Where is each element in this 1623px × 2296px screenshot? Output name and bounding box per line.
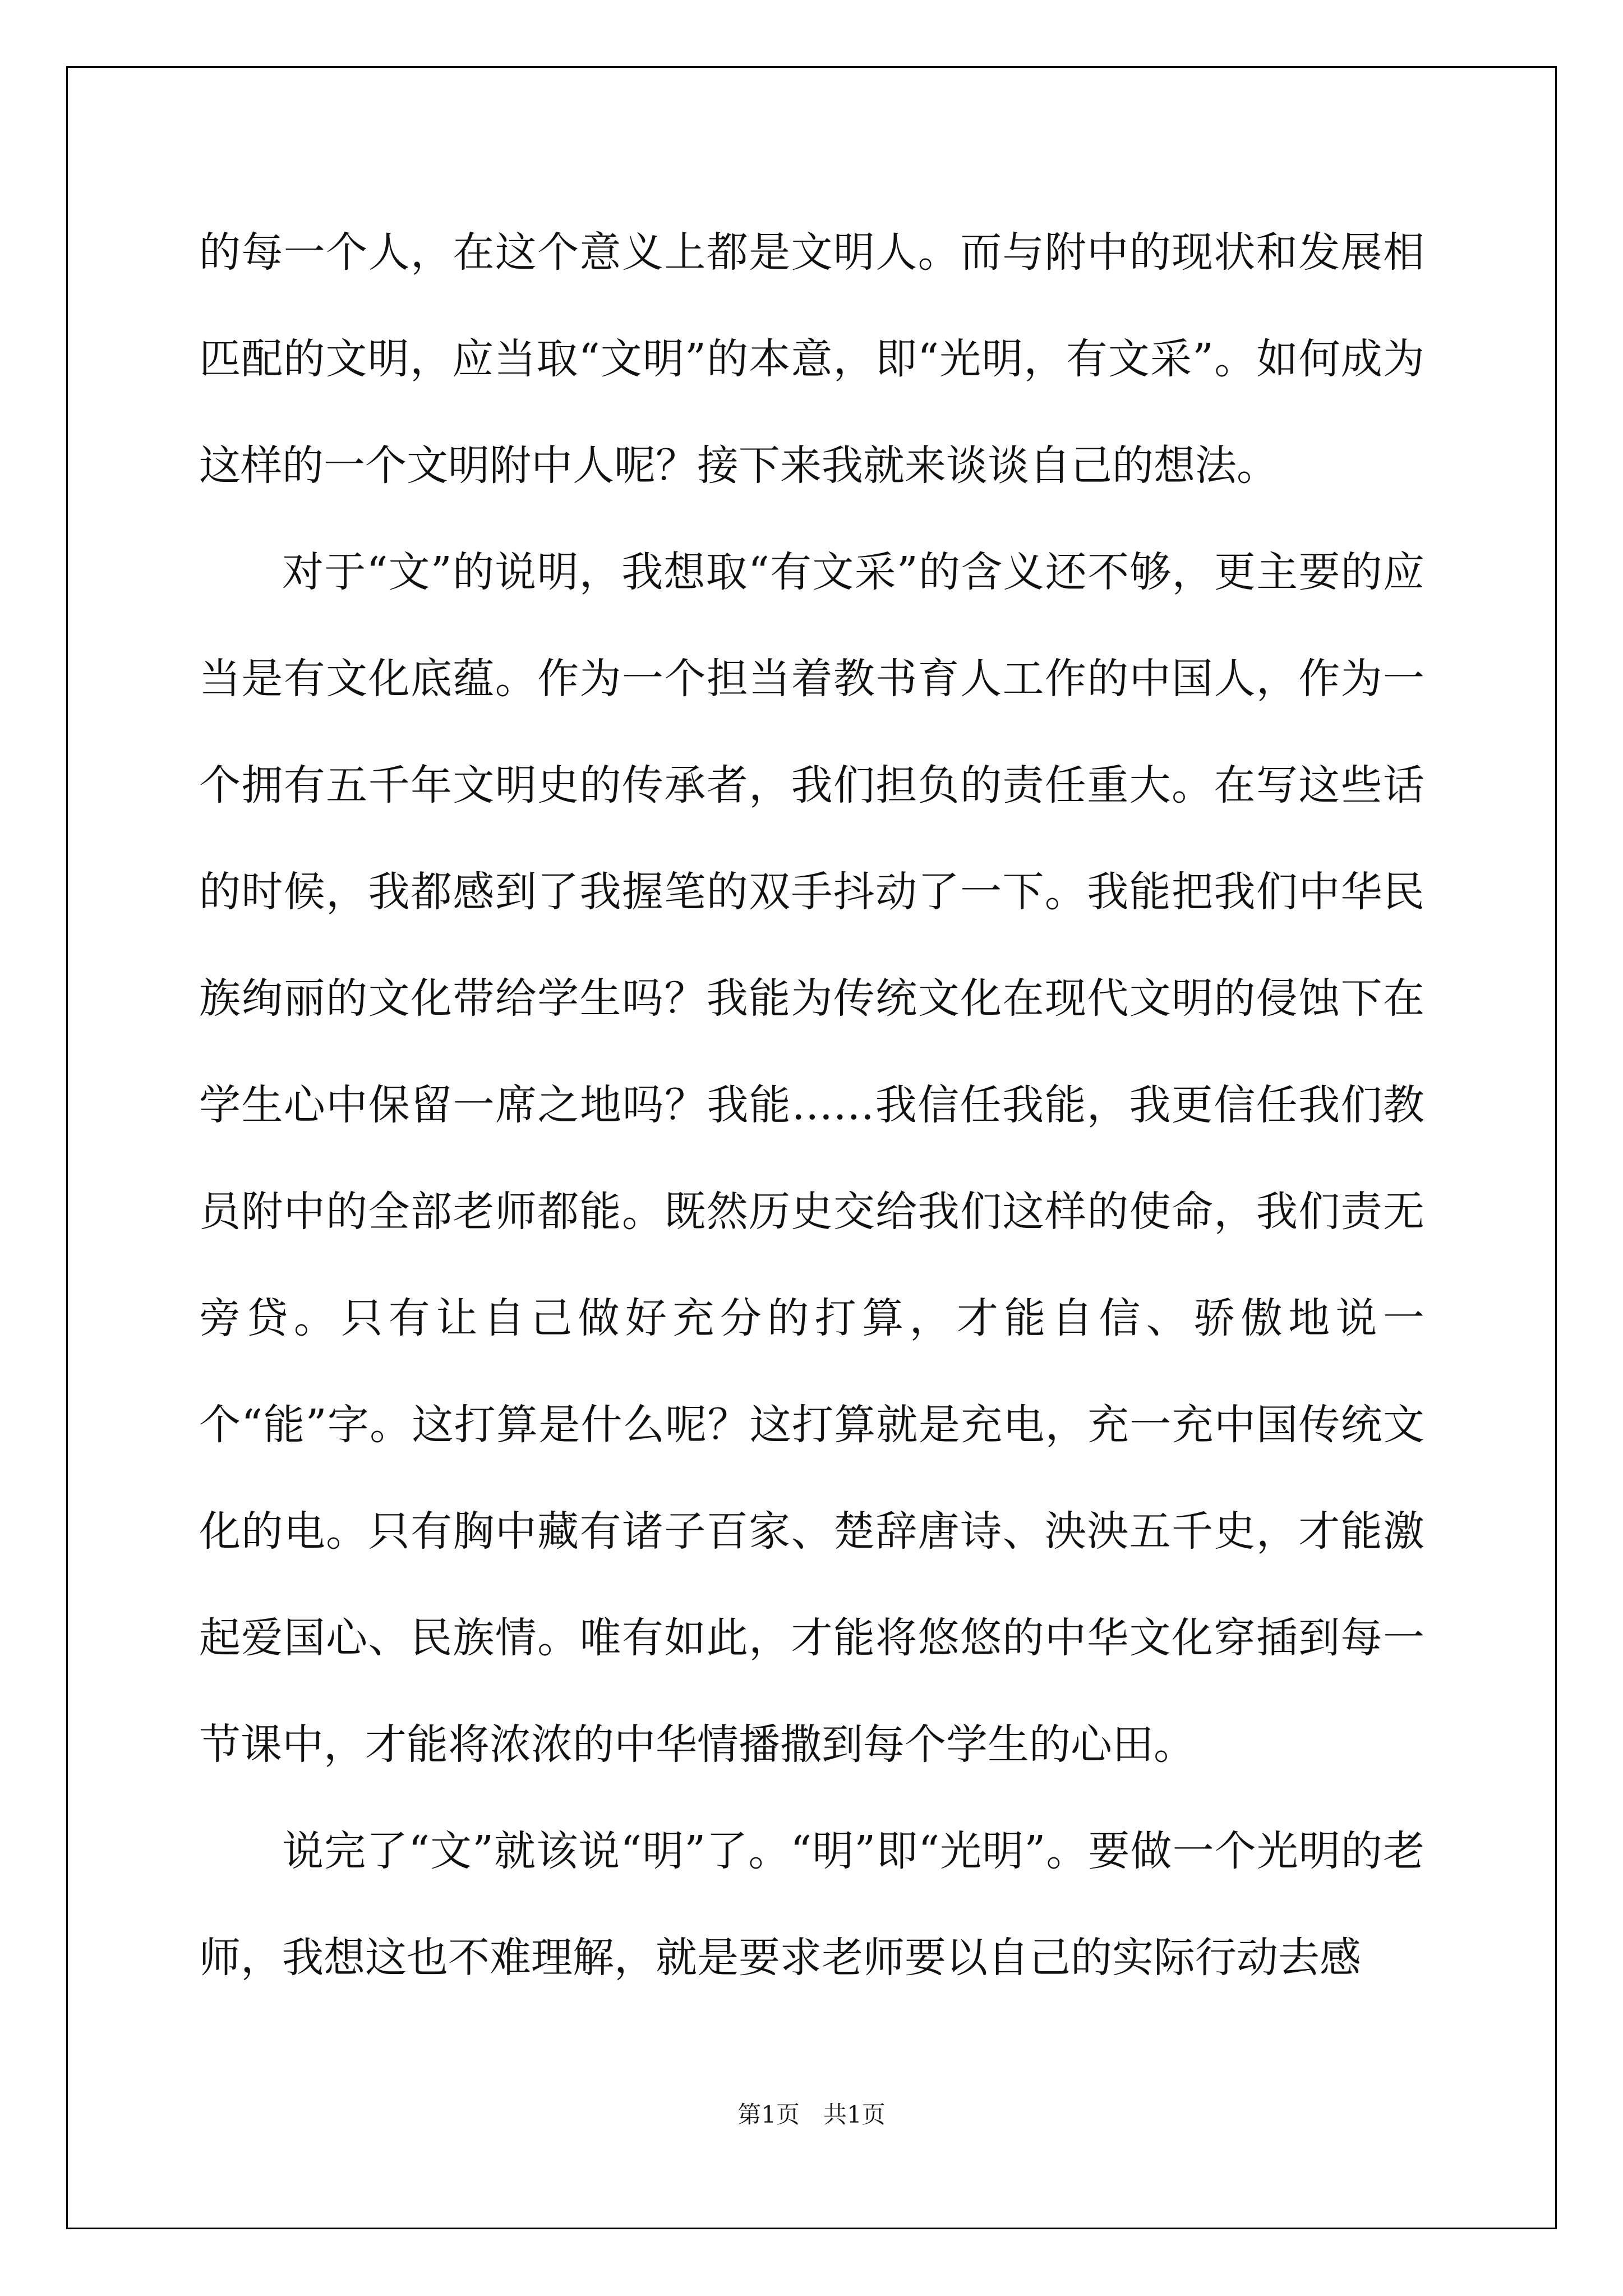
- page-number-footer: 第1页 共1页: [737, 2101, 886, 2128]
- paragraph-3: 说完了“文”就该说“明”了。“明”即“光明”。要做一个光明的老师，我想这也不难理解，就是要求老师要以自己的实际行动去感: [199, 1827, 1424, 1982]
- paragraph-1: 的每一个人，在这个意义上都是文明人。而与附中的现状和发展相匹配的文明，应当取“文明”的本意，即“光明，有文采”。如何成为这样的一个文明附中人呢？接下来我就来谈谈自己的想法。: [199, 228, 1424, 490]
- document-body: [199, 199, 1424, 2011]
- paragraph-2: 对于“文”的说明，我想取“有文采”的含义还不够，更主要的应当是有文化底蕴。作为一个担当着教书育人工作的中国人，作为一个拥有五千年文明史的传承者，我们担负的责任重大。在写这些话的时候，我都感到了我握笔的双手抖动了一下。我能把我们中华民族绚丽的文化带给学生吗？我能为传统文化在现代文明的侵蚀下在学生心中保留一席之地吗？我能……我信任我能，我更信任我们教员附中的全部老师都能。既然历史交给我们这样的使命，我们责无旁贷。只有让自己做好充分的打算，才能自信、骄傲地说一个“能”字。这打算是什么呢？这打算就是充电，充一充中国传统文化的电。只有胸中藏有诸子百家、楚辞唐诗、泱泱五千史，才能激起爱国心、民族情。唯有如此，才能将悠悠的中华文化穿插到每一节课中，才能将浓浓的中华情播撒到每个学生的心田。: [199, 548, 1424, 1769]
